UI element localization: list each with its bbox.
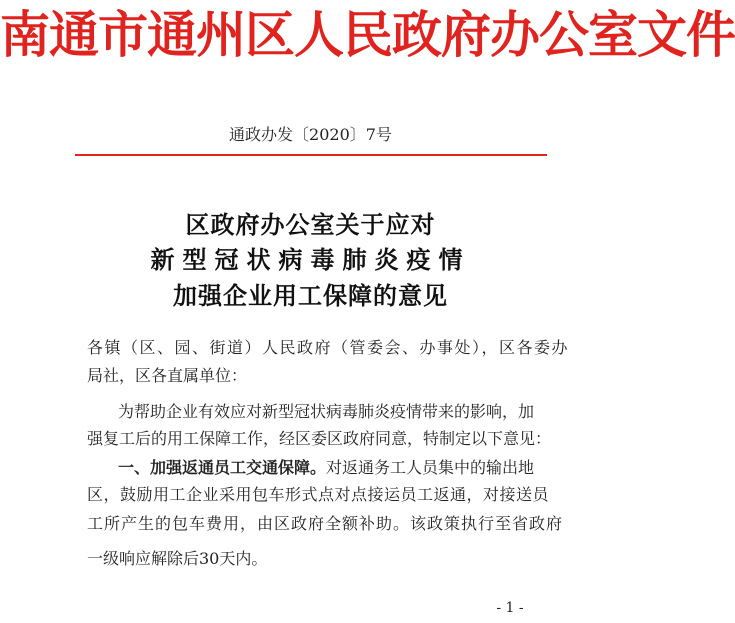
document-title-line-1: 区政府办公室关于应对 — [185, 210, 436, 239]
intro-line-1: 为帮助企业有效应对新型冠状病毒肺炎疫情带来的影响，加 — [118, 402, 535, 421]
section-1-line-2: 区，鼓励用工企业采用包车形式点对点接运员工返通，对接送员 — [87, 485, 550, 504]
section-1-line-1 — [118, 454, 588, 481]
intro-line-2: 强复工后的用工保障工作，经区委区政府同意，特制定以下意见： — [87, 429, 552, 448]
section-1-line-1-text: 对返通务工人员集中的输出地 — [326, 458, 535, 477]
document-header-title: 南通市通州区人民政府办公室文件 — [0, 5, 735, 64]
section-1-heading: 一、加强返通员工交通保障。 — [118, 458, 327, 477]
section-1-line-3: 工所产生的包车费用，由区政府全额补助。该政策执行至省政府 — [87, 514, 564, 533]
page-number: - 1 - — [496, 600, 524, 616]
document-title-line-2: 新型冠状病毒肺炎疫情 — [150, 245, 471, 274]
document-title-line-3: 加强企业用工保障的意见 — [173, 281, 448, 310]
document-number: 通政办发〔2020〕7号 — [229, 125, 392, 144]
salutation-line-1: 各镇（区、园、街道）人民政府（管委会、办事处），区各委办 — [87, 338, 570, 357]
red-divider-line — [75, 154, 547, 156]
section-1-line-4: 一级响应解除后30天内。 — [87, 549, 268, 568]
salutation-line-2: 局社，区各直属单位： — [87, 366, 248, 385]
